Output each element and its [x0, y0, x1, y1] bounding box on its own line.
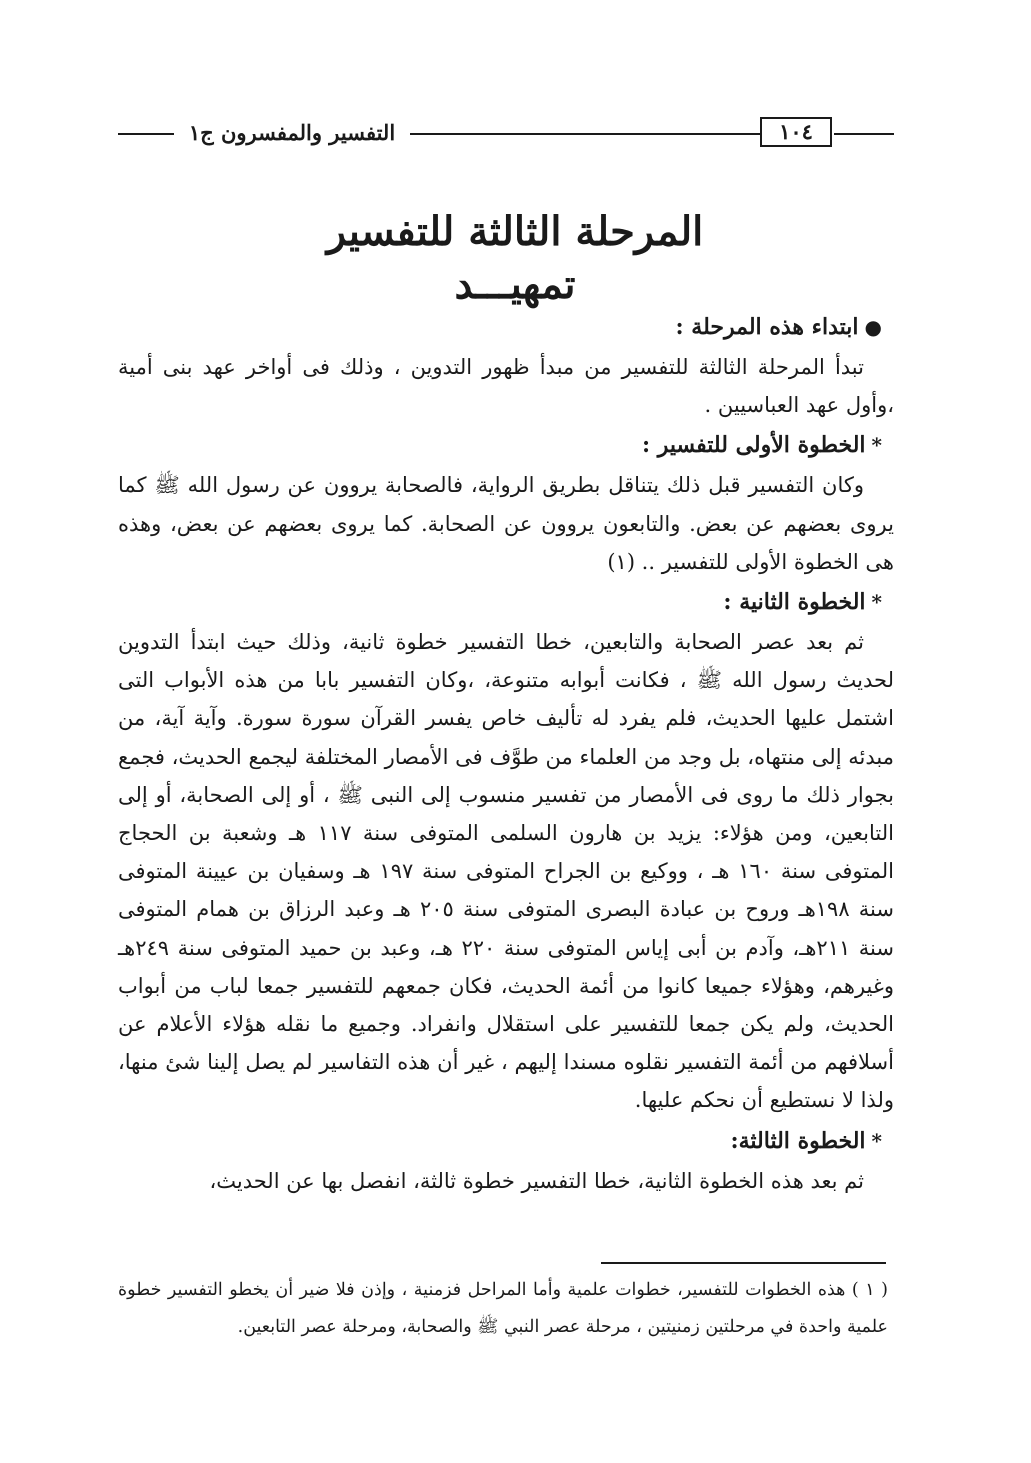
header-rule [410, 133, 760, 135]
asterisk-icon: * [871, 590, 882, 615]
paragraph: تبدأ المرحلة الثالثة للتفسير من مبدأ ظهور التدوين ، وذلك فى أواخر عهد بنى أمية ،وأول عهد العباسيين . [118, 355, 894, 418]
footnote: ( ١ ) هذه الخطوات للتفسير، خطوات علمية وأما المراحل فزمنية ، وإذن فلا ضير أن يخطو التفسير خطوة علمية واحدة في مرحلتين زمنيتين ، مرحلة عصر النبي ﷺ والصحابة، ومرحلة عصر التابعين. [118, 1280, 888, 1337]
header-rule [118, 133, 174, 135]
asterisk-icon: * [871, 1128, 882, 1153]
section-heading [118, 426, 894, 464]
section-heading [118, 1122, 894, 1160]
section-heading-label: ابتداء هذه المرحلة : [675, 314, 859, 340]
paragraph: ثم بعد عصر الصحابة والتابعين، خطا التفسير خطوة ثانية، وذلك حيث ابتدأ التدوين لحديث رسول الله ﷺ ، فكانت أبوابه متنوعة، ،وكان التفسير بابا من هذه الأبواب التى اشتمل عليها الحديث، فلم يفرد له تأليف خاص يفسر القرآن سورة سورة. وآية آية، من مبدئه إلى منتهاه، بل وجد من العلماء من طوَّف فى الأمصار المختلفة ليجمع الحديث، فجمع بجوار ذلك ما روى فى الأمصار من تفسير منسوب إلى النبى ﷺ ، أو إلى الصحابة، أو إلى التابعين، ومن هؤلاء: يزيد بن هارون السلمى المتوفى سنة ١١٧ هـ وشعبة بن الحجاج المتوفى سنة ١٦٠ هـ ، ووكيع بن الجراح المتوفى سنة ١٩٧ هـ وسفيان بن عيينة المتوفى سنة ١٩٨هـ وروح بن عبادة البصرى المتوفى سنة ٢٠٥ هـ وعبد الرزاق بن همام المتوفى سنة ٢١١هـ، وآدم بن أبى إياس المتوفى سنة ٢٢٠ هـ، وعبد بن حميد المتوفى سنة ٢٤٩هـ وغيرهم، وهؤلاء جميعا كانوا من أئمة الحديث، فكان جمعهم للتفسير جمعا لباب من أبواب الحديث، ولم يكن جمعا للتفسير على استقلال وانفراد. وجميع ما نقله هؤلاء الأعلام عن أسلافهم من أئمة التفسير نقلوه مسندا إليهم ، غير أن هذه التفاسير لم يصل إلينا شئ منها، ولذا لا نستطيع أن نحكم عليها. [118, 630, 894, 1113]
running-header [118, 116, 894, 152]
section-heading-label: الخطوة الأولى للتفسير : [641, 432, 866, 459]
body-text [118, 306, 894, 1200]
page-number: ١٠٤ [760, 117, 832, 147]
section-heading [118, 583, 894, 621]
bullet-icon: ● [864, 315, 882, 339]
chapter-title: المرحلة الثالثة للتفسير [326, 208, 704, 255]
section-heading [118, 308, 894, 346]
chapter-subtitle: تمهيـــد [454, 261, 576, 308]
paragraph: وكان التفسير قبل ذلك يتناقل بطريق الرواية، فالصحابة يروون عن رسول الله ﷺ كما يروى بعضهم عن بعض. والتابعون يروون عن الصحابة. كما يروى بعضهم عن بعض، وهذه هى الخطوة الأولى للتفسير .. (١) [118, 473, 894, 574]
section-heading-label: الخطوة الثالثة: [730, 1127, 866, 1154]
paragraph: ثم بعد هذه الخطوة الثانية، خطا التفسير خطوة ثالثة، انفصل بها عن الحديث، [209, 1168, 864, 1193]
book-title: التفسير والمفسرون ج١ [188, 120, 396, 145]
asterisk-icon: * [871, 433, 882, 458]
section-heading-label: الخطوة الثانية : [723, 589, 866, 616]
header-rule [834, 133, 894, 135]
footnote-rule [601, 1262, 886, 1264]
